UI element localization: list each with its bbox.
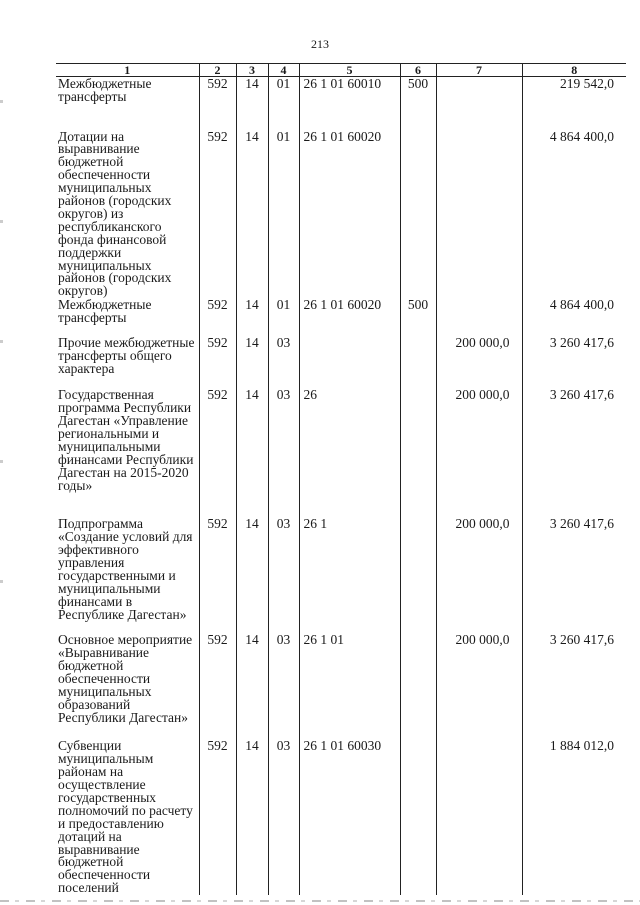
- cell-target-article: 26 1 01: [299, 633, 400, 739]
- cell-amount-col8: 219 542,0: [522, 77, 626, 130]
- cell-expense-type: [400, 517, 436, 633]
- cell-amount-col8: 4 864 400,0: [522, 130, 626, 299]
- cell-admin-code: 592: [199, 77, 236, 130]
- table-row: [56, 77, 626, 130]
- column-header: 3: [236, 64, 268, 77]
- row-name: Межбюджетные трансферты: [56, 77, 199, 130]
- cell-amount-col7: 200 000,0: [436, 633, 522, 739]
- cell-expense-type: [400, 388, 436, 517]
- cell-amount-col8: 3 260 417,6: [522, 633, 626, 739]
- cell-target-article: 26 1 01 60020: [299, 130, 400, 299]
- cell-section: 14: [236, 517, 268, 633]
- row-name: Подпрограмма «Создание условий для эффективного управления государственными и муниципальными финансами в Республике Дагестан»: [56, 517, 199, 633]
- cell-admin-code: 592: [199, 298, 236, 336]
- cell-admin-code: 592: [199, 130, 236, 299]
- cell-expense-type: [400, 336, 436, 388]
- cell-amount-col8: 1 884 012,0: [522, 739, 626, 895]
- cell-expense-type: [400, 739, 436, 895]
- cell-amount-col8: 3 260 417,6: [522, 517, 626, 633]
- row-name: Субвенции муниципальным районам на осуществление государственных полномочий по расчету и предоставлению дотаций на выравнивание бюджетной обеспеченности поселений: [56, 739, 199, 895]
- cell-section: 14: [236, 298, 268, 336]
- table-row: [56, 517, 626, 633]
- cell-section: 14: [236, 739, 268, 895]
- cell-expense-type: 500: [400, 77, 436, 130]
- column-header: 1: [56, 64, 199, 77]
- page-number: 213: [311, 37, 329, 51]
- budget-table: [56, 63, 626, 895]
- row-name: Прочие межбюджетные трансферты общего характера: [56, 336, 199, 388]
- cell-admin-code: 592: [199, 739, 236, 895]
- header-row: [56, 64, 626, 77]
- column-header: 2: [199, 64, 236, 77]
- table-row: [56, 336, 626, 388]
- cell-admin-code: 592: [199, 388, 236, 517]
- row-name: Основное мероприятие «Выравнивание бюджетной обеспеченности муниципальных образований Республики Дагестан»: [56, 633, 199, 739]
- cell-subsection: 03: [268, 633, 299, 739]
- cell-target-article: 26 1 01 60030: [299, 739, 400, 895]
- cell-section: 14: [236, 336, 268, 388]
- cell-admin-code: 592: [199, 517, 236, 633]
- cell-subsection: 03: [268, 739, 299, 895]
- table-row: [56, 388, 626, 517]
- cell-amount-col7: 200 000,0: [436, 336, 522, 388]
- cell-target-article: 26 1 01 60010: [299, 77, 400, 130]
- cell-section: 14: [236, 633, 268, 739]
- cell-admin-code: 592: [199, 336, 236, 388]
- cell-section: 14: [236, 388, 268, 517]
- row-name: Дотации на выравнивание бюджетной обеспеченности муниципальных районов (городских округов) из республиканского фонда финансовой поддержки муниципальных районов (городских округов): [56, 130, 199, 299]
- cell-subsection: 01: [268, 77, 299, 130]
- scan-edge-marks-left: [0, 100, 3, 700]
- cell-amount-col8: 4 864 400,0: [522, 298, 626, 336]
- column-header: 6: [400, 64, 436, 77]
- column-header: 8: [522, 64, 626, 77]
- cell-amount-col7: [436, 77, 522, 130]
- cell-expense-type: 500: [400, 298, 436, 336]
- table-row: [56, 739, 626, 895]
- cell-target-article: [299, 336, 400, 388]
- cell-target-article: 26: [299, 388, 400, 517]
- scan-edge-marks-bottom: [0, 900, 640, 902]
- cell-subsection: 03: [268, 336, 299, 388]
- row-name: Государственная программа Республики Дагестан «Управление региональными и муниципальными финансами Республики Дагестан на 2015-2020 годы»: [56, 388, 199, 517]
- cell-section: 14: [236, 77, 268, 130]
- table-row: [56, 130, 626, 299]
- cell-target-article: 26 1 01 60020: [299, 298, 400, 336]
- column-header: 7: [436, 64, 522, 77]
- cell-subsection: 03: [268, 388, 299, 517]
- cell-expense-type: [400, 130, 436, 299]
- table-row: [56, 633, 626, 739]
- cell-amount-col8: 3 260 417,6: [522, 336, 626, 388]
- row-name: Межбюджетные трансферты: [56, 298, 199, 336]
- cell-amount-col7: [436, 298, 522, 336]
- cell-subsection: 01: [268, 298, 299, 336]
- cell-section: 14: [236, 130, 268, 299]
- cell-target-article: 26 1: [299, 517, 400, 633]
- cell-amount-col7: [436, 739, 522, 895]
- column-header: 4: [268, 64, 299, 77]
- cell-admin-code: 592: [199, 633, 236, 739]
- cell-subsection: 01: [268, 130, 299, 299]
- cell-amount-col7: 200 000,0: [436, 517, 522, 633]
- cell-amount-col7: [436, 130, 522, 299]
- cell-amount-col8: 3 260 417,6: [522, 388, 626, 517]
- table-row: [56, 298, 626, 336]
- cell-expense-type: [400, 633, 436, 739]
- cell-amount-col7: 200 000,0: [436, 388, 522, 517]
- cell-subsection: 03: [268, 517, 299, 633]
- column-header: 5: [299, 64, 400, 77]
